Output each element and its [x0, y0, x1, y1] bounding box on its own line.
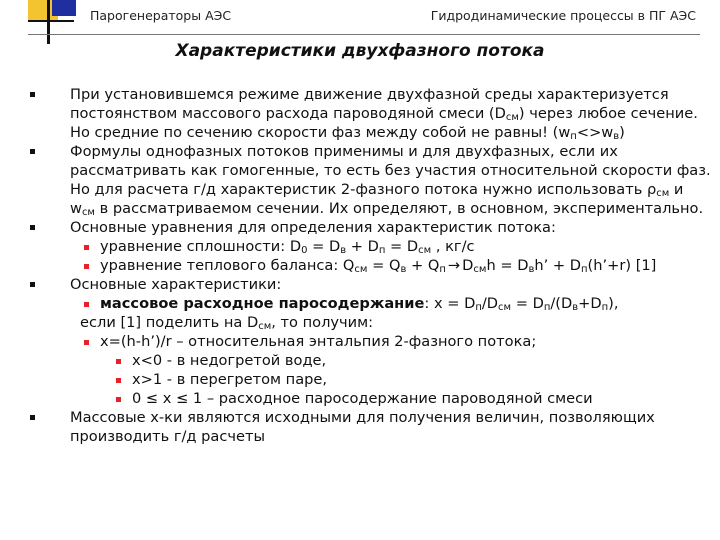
logo-horizontal-bar: [28, 20, 74, 22]
b5-line1: Массовые х-ки являются исходными для получения величин, позволяющих: [70, 408, 710, 427]
b4-sub2: x=(h-h’)/r – относительная энтальпия 2-фазного потока;: [70, 332, 710, 351]
red-bullet-icon: [84, 245, 89, 250]
red-bullet-icon: [84, 264, 89, 269]
b4-line3: если [1] поделить на $D_{см}$, то получим:: [80, 314, 374, 332]
b1-line2: постоянством массового расхода пароводяной смеси $(D_{см})$ через любое сечение.: [70, 105, 698, 123]
b3-line1: Основные уравнения для определения характеристик потока:: [70, 218, 710, 237]
logo-blue-square: [52, 0, 76, 16]
red-bullet-icon: [116, 359, 121, 364]
logo-vertical-bar: [47, 0, 50, 44]
slide-content: [70, 85, 710, 446]
b3-sub1: уравнение сплошности: $D_0 = D_в + D_п = D_{см}$ , кг/с: [70, 237, 710, 256]
b3-sub2: уравнение теплового баланса: $Q_{см} = Q_в + Q_п \to D_{см}h = D_вh$’ + $D_п(h’+r)$ [1]: [70, 256, 710, 275]
header-left: Парогенераторы АЭС: [90, 8, 232, 23]
b2-line2: рассматривать как гомогенные, то есть без участия относительной скорости фаз.: [70, 162, 711, 179]
b2-line3: Но для расчета г/д характеристик 2-фазного потока нужно использовать $\rho_{см}$ и: [70, 181, 684, 199]
bullet-icon: [30, 225, 35, 230]
red-bullet-icon: [84, 302, 89, 307]
page-title: Характеристики двухфазного потока: [175, 41, 545, 61]
right-arrow-icon: →: [447, 257, 461, 274]
b2-line4: $w_{см}$ в рассматриваемом сечении. Их определяют, в основном, экспериментально.: [70, 200, 704, 218]
bullet-icon: [30, 415, 35, 420]
b4-subsub1: x<0 - в недогретой воде,: [70, 351, 710, 370]
b1-line3: Но средние по сечению скорости фаз между собой не равны! $(w_п<>w_в)$: [70, 124, 625, 142]
b4-subsub2: x>1 - в перегретом паре,: [70, 370, 710, 389]
header-right: Гидродинамические процессы в ПГ АЭС: [430, 8, 696, 23]
bullet-icon: [30, 149, 35, 154]
red-bullet-icon: [84, 340, 89, 345]
red-bullet-icon: [116, 378, 121, 383]
header-divider: [28, 34, 700, 35]
b5-line2: производить г/д расчеты: [70, 428, 265, 445]
b1-line1: При установившемся режиме движение двухфазной среды характеризуется: [70, 85, 710, 104]
bullet-icon: [30, 282, 35, 287]
bullet-icon: [30, 92, 35, 97]
red-bullet-icon: [116, 397, 121, 402]
b4-subsub3: 0 ≤ x ≤ 1 – расходное паросодержание пароводяной смеси: [70, 389, 710, 408]
b4-sub1: массовое расходное паросодержание: $x = D_п/D_{см} = D_п/(D_в+D_п)$,: [70, 294, 710, 313]
b4-line1: Основные характеристики:: [70, 275, 710, 294]
b2-line1: Формулы однофазных потоков применимы и для двухфазных, если их: [70, 142, 710, 161]
